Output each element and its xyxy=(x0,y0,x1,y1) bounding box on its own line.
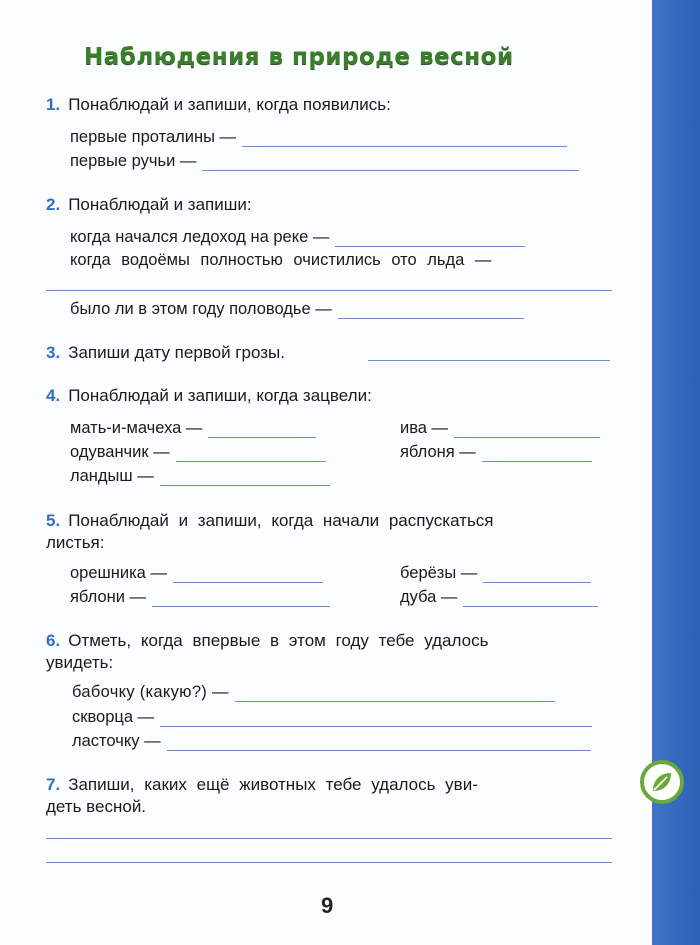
answer-row xyxy=(70,564,323,583)
answer-row xyxy=(72,683,555,702)
task-text: Понаблюдай и запиши, когда появились: xyxy=(68,95,391,114)
answer-label: дуба — xyxy=(400,588,458,606)
answer-line[interactable] xyxy=(463,592,598,607)
page-title: Наблюдения в природе весной xyxy=(84,44,514,70)
task-number: 4. xyxy=(46,386,61,405)
answer-row xyxy=(400,564,591,583)
answer-line[interactable] xyxy=(454,423,600,438)
task-text: Понаблюдай и запиши, когда зацвели: xyxy=(68,386,372,405)
answer-line[interactable] xyxy=(202,156,579,171)
answer-label: бабочку (какую?) — xyxy=(72,683,229,701)
answer-line[interactable] xyxy=(482,447,592,462)
task-text-cont: деть весной. xyxy=(46,797,147,816)
answer-row xyxy=(70,152,579,171)
task-text-cont: листья: xyxy=(46,533,105,552)
answer-label: яблоня — xyxy=(400,443,476,461)
task-4 xyxy=(46,386,372,406)
answer-label: первые проталины — xyxy=(70,128,237,146)
task-text: Понаблюдай и запиши: xyxy=(68,195,252,214)
answer-label: берёзы — xyxy=(400,564,478,582)
answer-label: яблони — xyxy=(70,588,147,606)
answer-row xyxy=(72,708,592,727)
task-text: Запиши дату первой грозы. xyxy=(68,343,285,362)
task-7 xyxy=(46,774,616,818)
task-text: Отметь, когда впервые в этом году тебе удалось xyxy=(68,631,489,650)
answer-row xyxy=(400,419,600,438)
task-number: 1. xyxy=(46,95,61,114)
task-6 xyxy=(46,630,616,674)
page-number: 9 xyxy=(321,893,334,918)
task-number: 6. xyxy=(46,631,61,650)
task-number: 7. xyxy=(46,775,61,794)
answer-line[interactable] xyxy=(46,290,612,291)
answer-row xyxy=(400,443,592,462)
answer-row xyxy=(70,467,330,486)
answer-line[interactable] xyxy=(167,736,591,751)
answer-label: одуванчик — xyxy=(70,443,170,461)
answer-line[interactable] xyxy=(160,712,592,727)
answer-label: ландыш — xyxy=(70,467,154,485)
answer-line[interactable] xyxy=(160,471,330,486)
answer-label: первые ручьи — xyxy=(70,152,197,170)
answer-line[interactable] xyxy=(368,360,610,361)
task-text: Понаблюдай и запиши, когда начали распускаться xyxy=(68,511,494,530)
answer-line[interactable] xyxy=(242,132,567,147)
leaf-icon xyxy=(640,760,684,804)
answer-row xyxy=(72,732,591,751)
task-number: 2. xyxy=(46,195,61,214)
answer-line[interactable] xyxy=(173,568,323,583)
answer-row xyxy=(70,228,525,247)
task-2 xyxy=(46,195,252,215)
answer-row xyxy=(70,588,330,607)
task-text-cont: увидеть: xyxy=(46,653,114,672)
answer-label: ласточку — xyxy=(72,732,161,750)
task-number: 5. xyxy=(46,511,61,530)
answer-label: мать-и-мачеха — xyxy=(70,419,203,437)
answer-row xyxy=(400,588,598,607)
answer-line[interactable] xyxy=(235,687,555,702)
answer-line[interactable] xyxy=(176,447,326,462)
answer-line[interactable] xyxy=(46,862,612,863)
task-3 xyxy=(46,343,285,363)
answer-row xyxy=(70,419,316,438)
task-number: 3. xyxy=(46,343,61,362)
answer-label: было ли в этом году половодье — xyxy=(70,300,332,318)
answer-line[interactable] xyxy=(208,423,316,438)
answer-label: когда начался ледоход на реке — xyxy=(70,228,330,246)
answer-line[interactable] xyxy=(152,592,330,607)
answer-row xyxy=(70,300,524,319)
task-text: Запиши, каких ещё животных тебе удалось уви- xyxy=(68,775,478,794)
task-1 xyxy=(46,95,391,115)
answer-row xyxy=(70,128,567,147)
answer-line[interactable] xyxy=(483,568,591,583)
answer-label: когда водоёмы полностью очистились ото льда — xyxy=(70,251,492,269)
answer-line[interactable] xyxy=(46,838,612,839)
answer-line[interactable] xyxy=(335,232,525,247)
answer-label: орешника — xyxy=(70,564,167,582)
answer-row xyxy=(70,443,326,462)
answer-label: скворца — xyxy=(72,708,155,726)
task-5 xyxy=(46,510,616,554)
answer-row xyxy=(70,251,491,270)
answer-label: ива — xyxy=(400,419,449,437)
answer-line[interactable] xyxy=(338,304,524,319)
